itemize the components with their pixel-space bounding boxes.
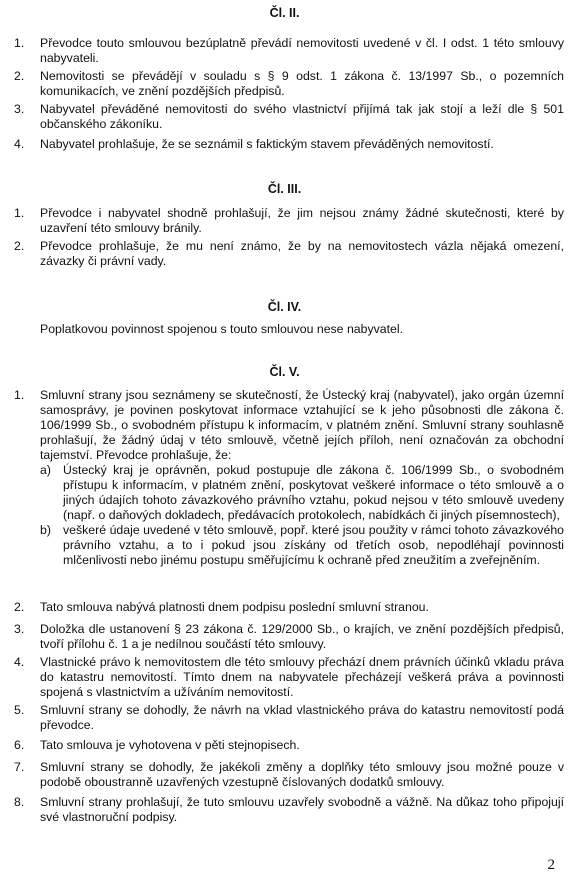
sub-item-label: a) [40,463,51,477]
sub-list [40,463,564,568]
sub-item-text: Ústecký kraj je oprávněn, pokud postupuje dle zákona č. 106/1999 Sb., o svobodném přístupu k informacím, v platném znění, poskytovat veškeré informace o této smlouvě a o jiných údajích tohoto závazkového právního vztahu, pokud nejsou v této smlouvě uvedeny (např. o daňových dokladech, předávacích protokolech, nabídkách či jiných písemnostech), [63,463,564,522]
item-text: Převodce i nabyvatel shodně prohlašují, že jim nejsou známy žádné skutečnosti, které by uzavření této smlouvy bránily. [40,206,564,235]
item-number: 2. [14,600,25,614]
article-2-heading: Čl. II. [269,6,300,20]
article-5-item-7 [14,760,564,790]
item-text: Nabyvatel převáděné nemovitosti do svého vlastnictví přijímá tak jak stojí a leží dle § 501 občanského zákoníku. [40,102,564,131]
article-4-heading: Čl. IV. [267,300,302,314]
item-number: 1. [14,388,25,402]
item-number: 8. [14,795,25,809]
article-5-item-3 [14,622,564,652]
item-text: Převodce prohlašuje, že mu není známo, že by na nemovitostech vázla nějaká omezení, závazky či právní vady. [40,239,564,268]
item-number: 3. [14,102,25,116]
item-text: Tato smlouva nabývá platnosti dnem podpisu poslední smluvní stranou. [40,600,429,614]
article-3-heading: Čl. III. [267,182,302,196]
item-text: Nemovitosti se převádějí v souladu s § 9 odst. 1 zákona č. 13/1997 Sb., o pozemních komunikacích, ve znění pozdějších předpisů. [40,69,564,98]
article-5-heading: Čl. V. [269,365,300,379]
sub-item-label: b) [40,523,51,537]
item-number: 4. [14,137,25,151]
item-number: 2. [14,69,25,83]
article-2-item-1 [14,36,564,66]
item-text: Smluvní strany se dohodly, že jakékoli změny a doplňky této smlouvy jsou možné pouze v podobě oboustranně uzavřených vzestupně číslovaných dodatků smlouvy. [40,760,564,789]
sub-item-a [40,463,564,523]
item-text: Vlastnické právo k nemovitostem dle této smlouvy přechází dnem právních účinků vkladu práva do katastru nemovitostí. Tímto dnem na nabyvatele přecházejí veškerá práva a povinnosti spojená s vlastnictvím a užíváním nemovitostí. [40,655,564,699]
item-intro-text: Smluvní strany jsou seznámeny se skutečností, že Ústecký kraj (nabyvatel), jako orgán územní samosprávy, je povinen poskytovat informace vztahující se k jeho působnosti dle zákona č. 106/1999 Sb., o svobodném přístupu k informacím, v platném znění. Smluvní strany souhlasně prohlašují, že žádný údaj v této smlouvě, včetně jejích příloh, není označován za obchodní tajemství. Převodce prohlašuje, že: [40,388,564,462]
article-5-item-5 [14,703,564,733]
item-number: 2. [14,239,25,253]
article-4-text: Poplatkovou povinnost spojenou s touto smlouvou nese nabyvatel. [40,322,403,336]
article-2-item-4 [14,137,564,152]
article-5-item-8 [14,795,564,825]
item-text: Převodce touto smlouvou bezúplatně převádí nemovitosti uvedené v čl. I odst. 1 této smlouvy nabyvateli. [40,36,564,65]
item-number: 4. [14,655,25,669]
item-number: 3. [14,622,25,636]
article-2-item-2 [14,69,564,99]
item-number: 7. [14,760,25,774]
item-text: Smluvní strany se dohodly, že návrh na vklad vlastnického práva do katastru nemovitostí podá převodce. [40,703,564,732]
article-5-item-2 [14,600,564,615]
article-5-item-6 [14,738,564,753]
item-number: 1. [14,206,25,220]
item-text: Smluvní strany prohlašují, že tuto smlouvu uzavřely svobodně a vážně. Na důkaz toho připojují své vlastnoruční podpisy. [40,795,564,824]
article-3-item-1 [14,206,564,236]
item-number: 5. [14,703,25,717]
article-2-item-3 [14,102,564,132]
item-text [40,388,564,568]
sub-item-b [40,523,564,568]
item-number: 1. [14,36,25,50]
sub-item-text: veškeré údaje uvedené v této smlouvě, popř. které jsou použity v rámci tohoto závazkového právního vztahu, a to i pokud jsou získány od třetích osob, nepodléhají povinnosti mlčenlivosti nebo jinému postupu směřujícímu k ochraně před zneužitím a zveřejněním. [63,523,564,567]
item-text: Doložka dle ustanovení § 23 zákona č. 129/2000 Sb., o krajích, ve znění pozdějších předpisů, tvoří přílohu č. 1 a je nedílnou součástí této smlouvy. [40,622,564,651]
item-text: Tato smlouva je vyhotovena v pěti stejnopisech. [40,738,300,752]
item-text: Nabyvatel prohlašuje, že se seznámil s faktickým stavem převáděných nemovitostí. [40,137,494,151]
article-5-item-4 [14,655,564,700]
article-5-item-1 [14,388,564,568]
page-number: 2 [547,857,555,873]
article-3-item-2 [14,239,564,269]
item-number: 6. [14,738,25,752]
